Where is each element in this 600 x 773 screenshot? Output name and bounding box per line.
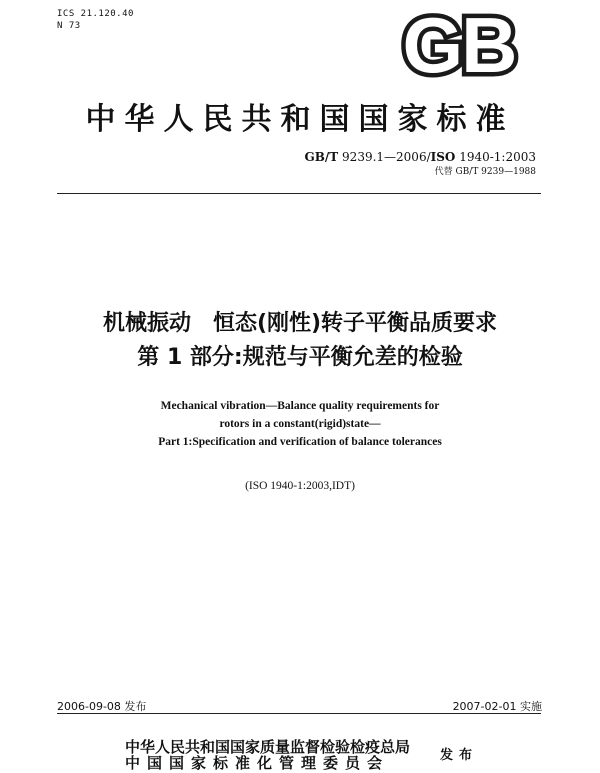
header-divider	[57, 193, 541, 194]
chinese-title-line-2: 第 1 部分:规范与平衡允差的检验	[137, 345, 463, 370]
iso-number: 1940-1:2003	[459, 150, 536, 164]
footer-divider	[57, 713, 541, 714]
english-title-line-3: Part 1:Specification and verification of balance tolerances	[158, 436, 442, 448]
issuer-aqsiq: 中华人民共和国国家质量监督检验检疫总局	[125, 738, 411, 756]
standard-number	[305, 150, 536, 164]
ccs-code: N 73	[57, 21, 81, 31]
classification-codes	[57, 8, 134, 32]
gb-logo	[394, 10, 524, 78]
english-title-line-2: rotors in a constant(rigid)state—	[219, 418, 381, 430]
gb-logo-text: GB	[402, 10, 516, 78]
iso-prefix: ISO	[430, 150, 456, 164]
gb-number: 9239.1—2006/	[342, 150, 431, 164]
publish-label: 发布	[440, 748, 479, 763]
chinese-title-line-1: 机械振动 恒态(刚性)转子平衡品质要求	[102, 311, 498, 336]
implementation-date: 2007-02-01 实施	[452, 700, 542, 713]
english-title-line-1: Mechanical vibration—Balance quality requirements for	[160, 400, 440, 412]
gb-prefix: GB/T	[304, 150, 339, 164]
replaces-note: 代替 GB/T 9239—1988	[434, 167, 536, 177]
issue-date: 2006-09-08 发布	[57, 700, 147, 713]
iso-equivalence: (ISO 1940-1:2003,IDT)	[245, 480, 355, 492]
national-standard-title: 中华人民共和国国家标准	[85, 102, 515, 137]
ics-code: ICS 21.120.40	[57, 9, 134, 19]
issuer-sac: 中国国家标准化管理委员会	[125, 754, 390, 772]
